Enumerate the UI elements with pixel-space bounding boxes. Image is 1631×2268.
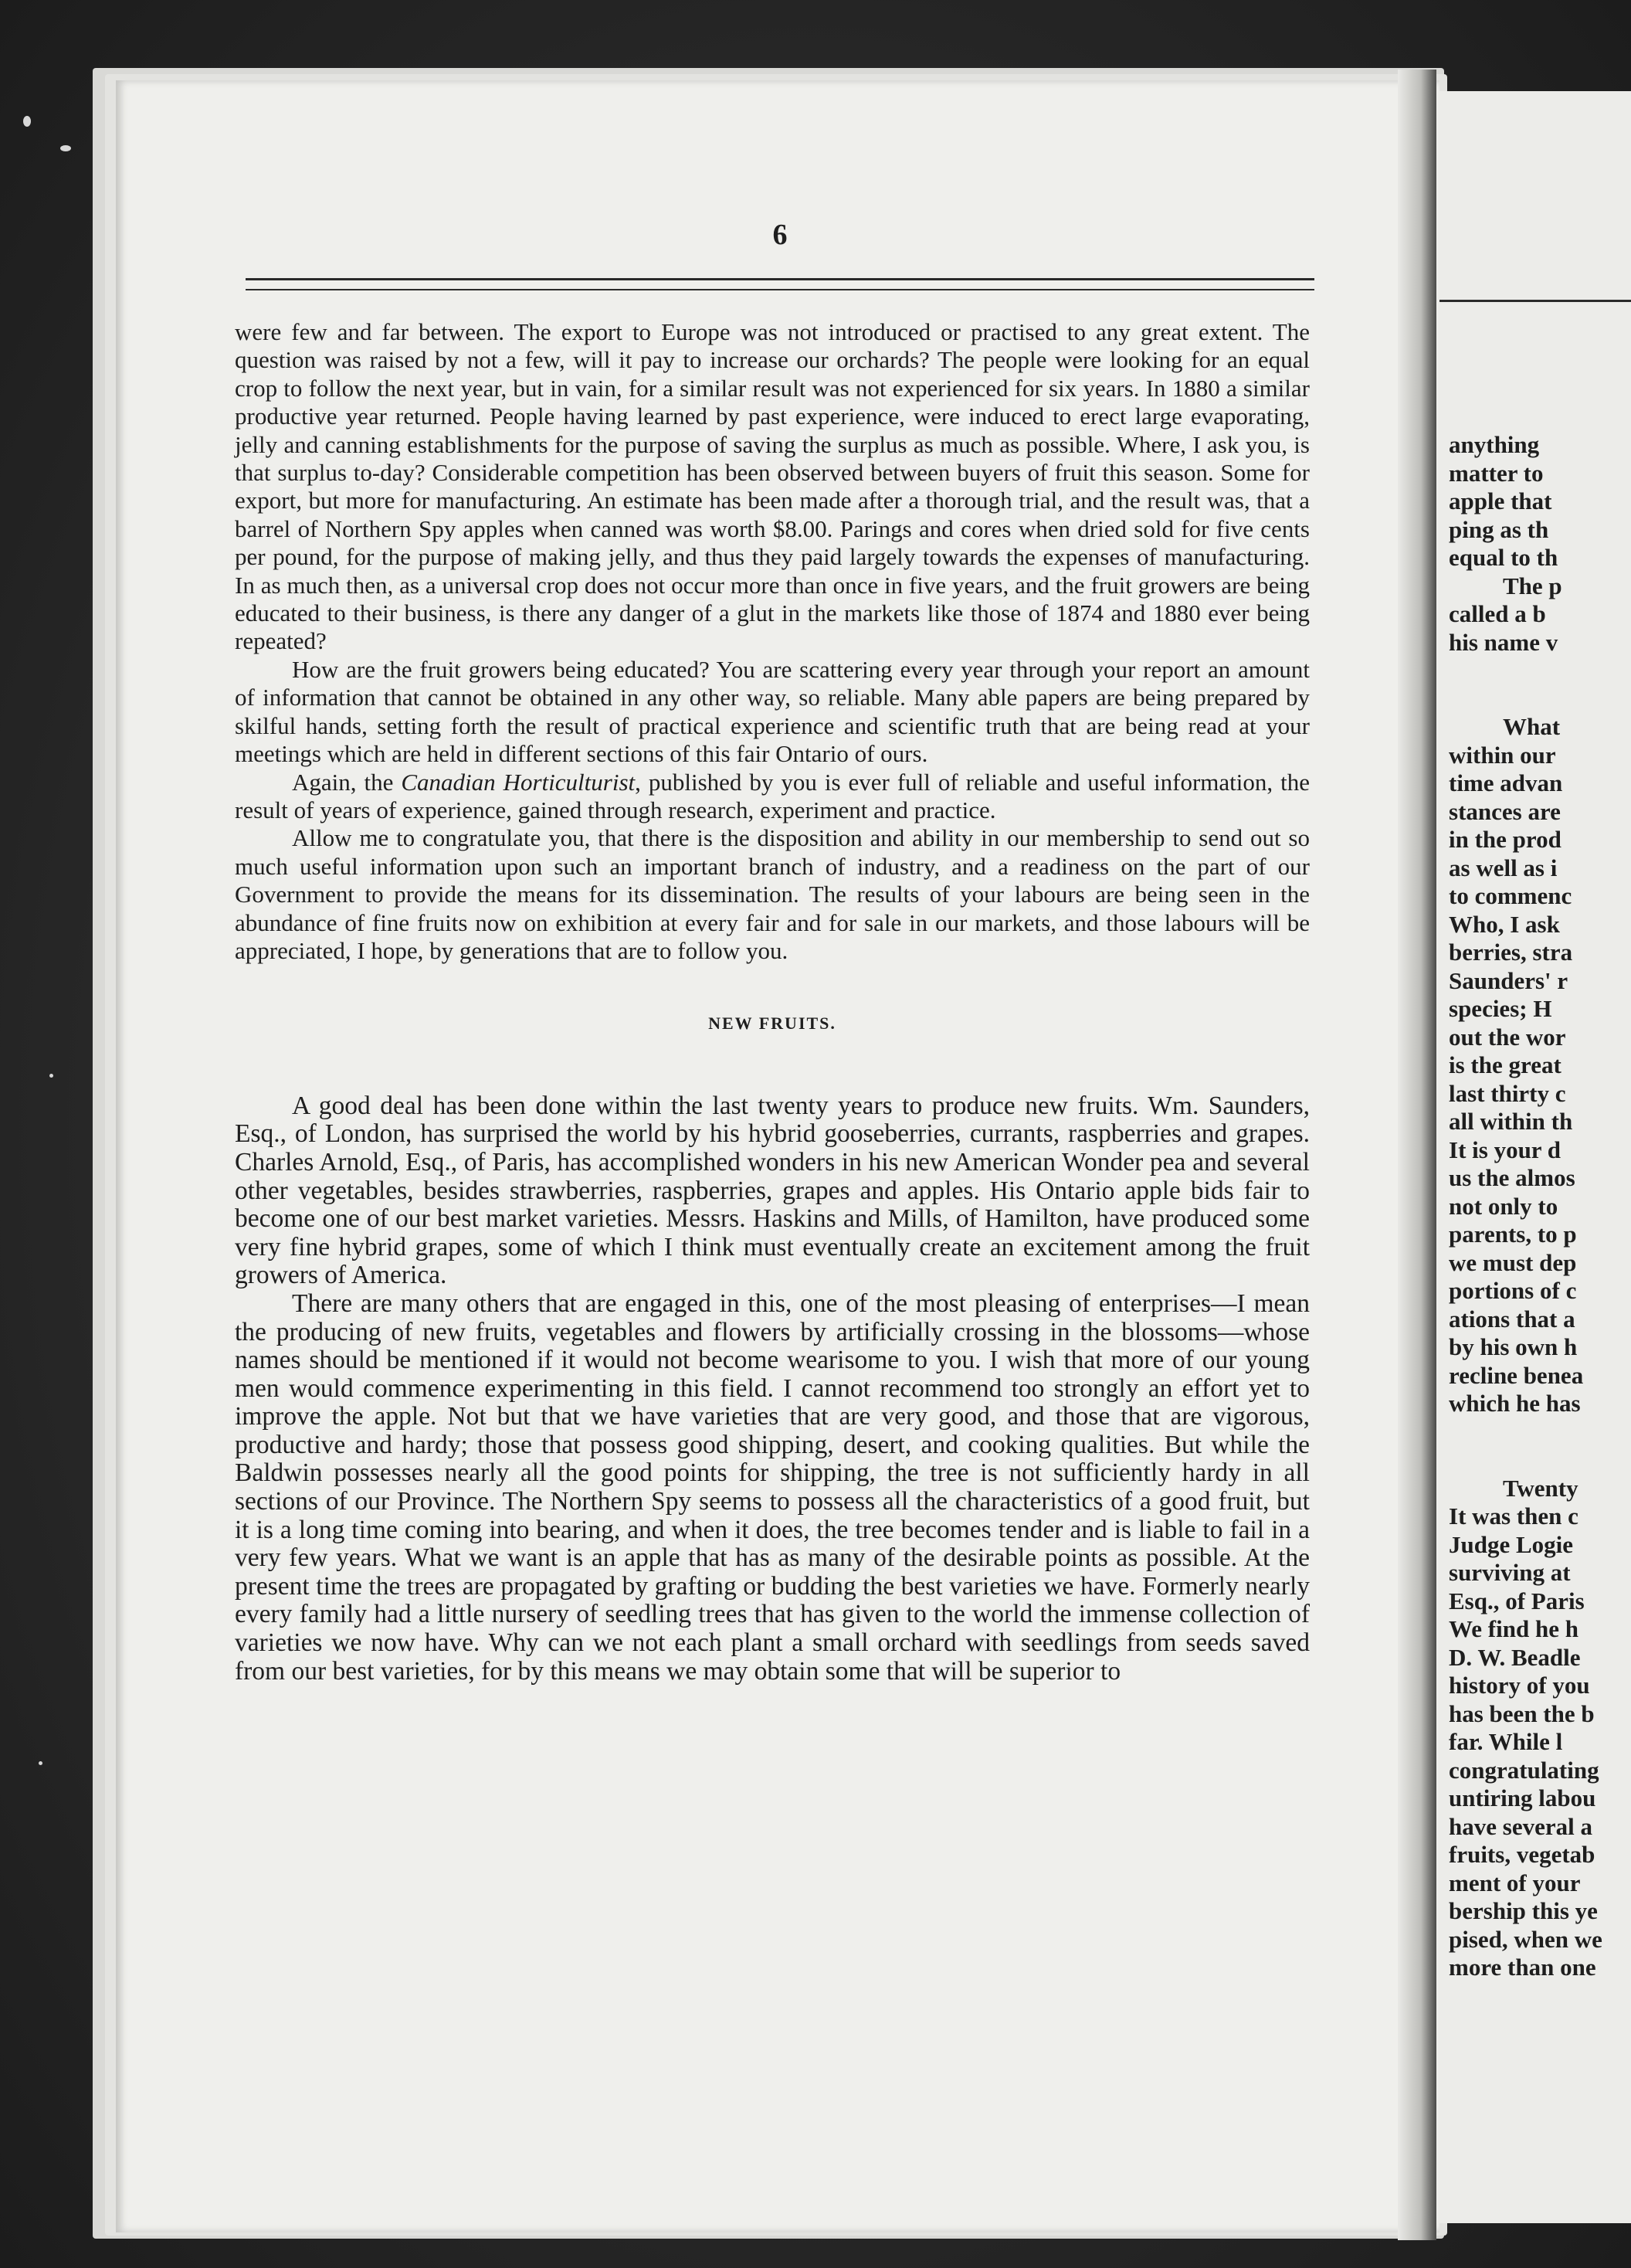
facing-line: his name v: [1449, 628, 1558, 656]
facing-line: Esq., of Paris: [1449, 1587, 1585, 1614]
section-heading: NEW FRUITS.: [708, 1013, 836, 1034]
facing-line: ment of your: [1449, 1869, 1581, 1896]
page-number: 6: [772, 219, 788, 251]
dust-speck: [23, 116, 31, 127]
facing-line: anything: [1449, 431, 1540, 458]
facing-line: equal to th: [1449, 544, 1558, 571]
facing-line: Twenty: [1503, 1474, 1578, 1502]
facing-line: bership this ye: [1449, 1897, 1598, 1924]
facing-line: to commenc: [1449, 882, 1572, 909]
paragraph-again-after: , published by you is ever full of reliable and useful information, the result of years of experience, gained through research, experiment and practice.: [235, 768, 1310, 823]
facing-line: pised, when we: [1449, 1925, 1602, 1953]
paragraph: A good deal has been done within the last twenty years to produce new fruits. Wm. Saunders, Esq., of London, has surprised the world by his hybrid gooseberries, currants, raspberries and grapes. Charles Arnold, Esq., of Paris, has accomplished wonders in his new American Wonder pea and several other vegetables, besides strawberries, raspberries, grapes and apples. His Ontario apple bids fair to become one of our best market varieties. Messrs. Haskins and Mills, of Hamilton, have produced some very fine hybrid grapes, some of which I think must eventually create an excitement among the fruit growers of America.: [235, 1091, 1310, 1290]
facing-line: portions of c: [1449, 1277, 1577, 1304]
paragraph-again-before: Again, the: [292, 768, 402, 796]
publication-title: Canadian Horticulturist: [401, 768, 636, 796]
facing-line: species; H: [1449, 995, 1552, 1022]
facing-page-text: [1449, 431, 1631, 1982]
facing-line: surviving at: [1449, 1559, 1571, 1586]
facing-line: parents, to p: [1449, 1221, 1577, 1248]
paragraph: Allow me to congratulate you, that there is the disposition and ability in our membership to send out so much useful information upon such an important branch of industry, and a readiness on the part of our Government to provide the means for its dissemination. The results of your labours are being seen in the abundance of fine fruits now on exhibition at every fair and for sale in our markets, and those labours will be appreciated, I hope, by generations that are to follow you.: [235, 824, 1310, 964]
dust-speck: [49, 1074, 53, 1078]
facing-line: congratulating: [1449, 1756, 1599, 1784]
facing-line: berries, stra: [1449, 939, 1573, 966]
facing-line: ations that a: [1449, 1305, 1575, 1333]
facing-line: is the great: [1449, 1051, 1561, 1078]
facing-line: within our: [1449, 741, 1556, 769]
facing-line: matter to: [1449, 459, 1544, 487]
facing-line: Judge Logie: [1449, 1530, 1574, 1558]
header-rule-thin: [246, 289, 1314, 290]
facing-line: It was then c: [1449, 1502, 1578, 1530]
facing-line: have several a: [1449, 1812, 1592, 1840]
facing-line: last thirty c: [1449, 1079, 1566, 1107]
facing-line: by his own h: [1449, 1333, 1578, 1360]
facing-line: in the prod: [1449, 826, 1561, 853]
facing-line: far. While l: [1449, 1728, 1563, 1755]
paragraph: There are many others that are engaged in this, one of the most pleasing of enterprises—I mean the producing of new fruits, vegetables and flowers by artificially crossing in the blossoms—whose names should be mentioned if it would not become wearisome to you. I wish that more of our young men would commence experimenting in this field. I cannot recommend too strongly an effort yet to improve the apple. Not but that we have varieties that are very good, and those that are vigorous, productive and hardy; those that possess good shipping, desert, and cooking qualities. But while the Baldwin possesses nearly all the good points for shipping, the tree is not sufficiently hardy in all sections of our Province. The Northern Spy seems to possess all the characteristics of a good fruit, but it is a long time coming into bearing, and when it does, the tree becomes tender and is liable to fail in a very few years. What we want is an apple that has as many of the desirable points as possible. At the present time the trees are propagated by grafting or budding the best varieties we have. Formerly nearly every family had a little nursery of seedling trees that has given to the world the immense collection of varieties we now have. Why can we not each plant a small orchard with seedlings from seeds saved from our best varieties, for by this means we may obtain some that will be superior to: [235, 1288, 1310, 1686]
facing-line: It is your d: [1449, 1136, 1561, 1163]
facing-line: We find he h: [1449, 1615, 1578, 1642]
paragraph: were few and far between. The export to Europe was not introduced or practised to any great extent. The question was raised by not a few, will it pay to increase our orchards? The people were looking for an equal crop to follow the next year, but in vain, for a similar result was not experienced for six years. In 1880 a similar productive year returned. People having learned by past experience, were induced to erect large evaporating, jelly and canning establishments for the purpose of saving the surplus as much as possible. Where, I ask you, is that surplus to-day? Considerable competition has been observed between buyers of fruit this season. Some for export, but more for manufacturing. An estimate has been made after a thorough trial, and the result was, that a barrel of Northern Spy apples when canned was worth $8.00. Parings and cores when dried sold for five cents per pound, for the purpose of making jelly, and thus they paid largely towards the expenses of manufacturing. In as much then, as a universal crop does not occur more than once in five years, and the fruit growers are being educated to their business, is there any danger of a glut in the markets like those of 1874 and 1880 ever being repeated?: [235, 318, 1310, 655]
facing-line: [1449, 685, 1631, 714]
facing-line: [1449, 657, 1631, 685]
facing-line: [1449, 1418, 1631, 1447]
facing-line: ping as th: [1449, 515, 1549, 543]
facing-line: has been the b: [1449, 1699, 1595, 1727]
facing-line: more than one: [1449, 1954, 1596, 1981]
facing-line: What: [1503, 713, 1561, 740]
facing-line: recline benea: [1449, 1361, 1584, 1389]
facing-line: not only to: [1449, 1192, 1558, 1220]
header-rule: [246, 278, 1314, 280]
facing-line: apple that: [1449, 487, 1552, 514]
facing-line: which he has: [1449, 1390, 1581, 1417]
facing-line: Who, I ask: [1449, 910, 1560, 938]
facing-line: fruits, vegetab: [1449, 1841, 1595, 1868]
facing-line: all within th: [1449, 1108, 1573, 1135]
facing-line: stances are: [1449, 797, 1561, 825]
facing-line: Saunders' r: [1449, 966, 1568, 994]
main-text: [235, 318, 1310, 1686]
dust-speck: [39, 1761, 42, 1765]
facing-line: out the wor: [1449, 1023, 1566, 1051]
facing-line: called a b: [1449, 600, 1546, 627]
book-gutter: [1398, 70, 1436, 2240]
paragraph: How are the fruit growers being educated? You are scattering every year through your report an amount of information that cannot be obtained in any other way, so reliable. Many able papers are being prepared by skilful hands, setting forth the result of practical experience and scientific truth that are being read at your meetings which are held in different sections of this fair Ontario of ours.: [235, 655, 1310, 768]
facing-line: The p: [1503, 572, 1562, 599]
paragraph-again: [235, 769, 1310, 825]
facing-line: time advan: [1449, 769, 1563, 796]
facing-line: as well as i: [1449, 854, 1558, 881]
facing-line: D. W. Beadle: [1449, 1643, 1581, 1671]
facing-line: we must dep: [1449, 1248, 1577, 1276]
facing-line: us the almos: [1449, 1164, 1575, 1191]
facing-line: history of you: [1449, 1672, 1590, 1699]
facing-line: [1449, 1446, 1631, 1475]
facing-page-rule: [1433, 300, 1631, 302]
dust-speck: [60, 145, 71, 151]
facing-page: [1433, 91, 1631, 2223]
facing-line: untiring labou: [1449, 1784, 1596, 1811]
